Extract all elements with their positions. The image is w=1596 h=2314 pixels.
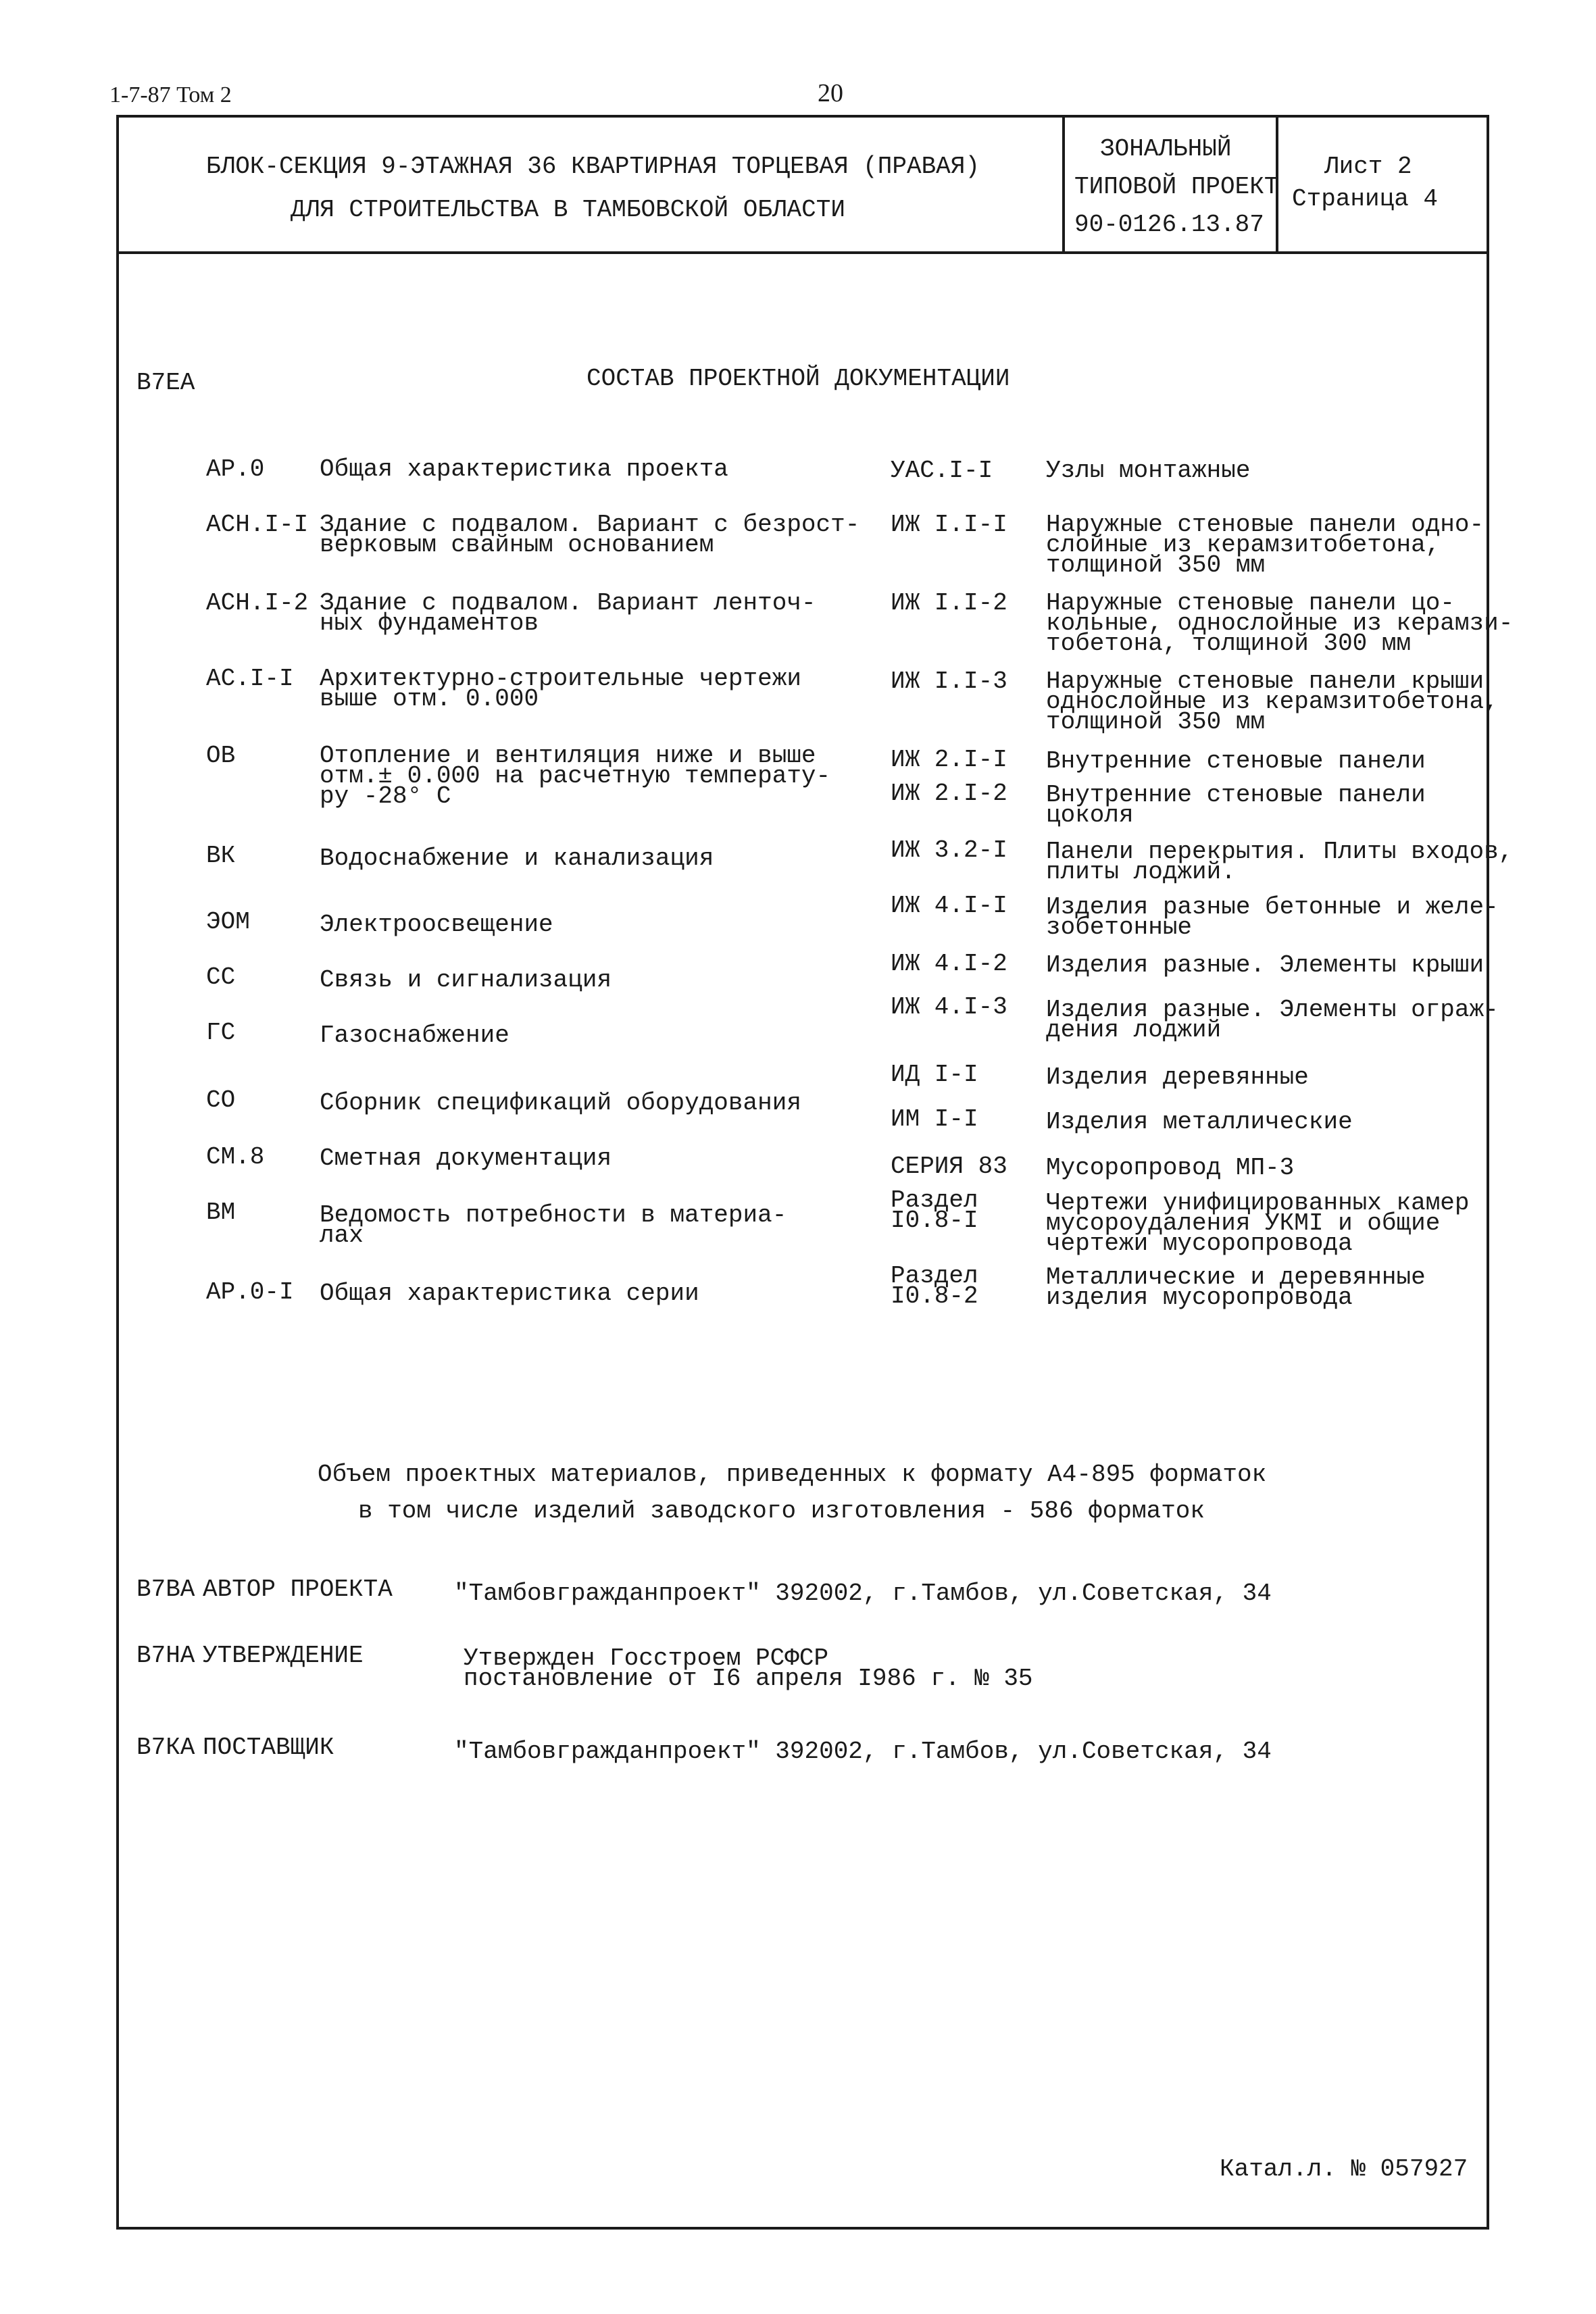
project-type-line-1: ЗОНАЛЬНЫЙ bbox=[1100, 135, 1232, 163]
title-line-1: БЛОК-СЕКЦИЯ 9-ЭТАЖНАЯ 36 КВАРТИРНАЯ ТОРЦЕВАЯ (ПРАВАЯ) bbox=[206, 153, 980, 180]
catalog-number: Катал.л. № 057927 bbox=[1220, 2155, 1468, 2183]
volume-line-2: в том числе изделий заводского изготовления - 586 форматок bbox=[358, 1497, 1205, 1525]
doc-code: АСН.I-2 bbox=[206, 589, 309, 617]
doc-description: Электроосвещение bbox=[320, 911, 553, 938]
doc-code: ВМ bbox=[206, 1199, 236, 1226]
doc-code: ИЖ 2.I-I bbox=[891, 746, 1007, 774]
doc-code: ИЖ I.I-I bbox=[891, 511, 1007, 538]
doc-description: Сборник спецификаций оборудования bbox=[320, 1089, 801, 1117]
doc-description: Сметная документация bbox=[320, 1145, 612, 1172]
doc-code: АР.0-I bbox=[206, 1278, 294, 1306]
section-code: В7ЕА bbox=[136, 369, 195, 397]
project-code: 90-0126.13.87 bbox=[1074, 211, 1264, 238]
doc-code: СЕРИЯ 83 bbox=[891, 1153, 1007, 1180]
doc-description: Мусоропровод МП-3 bbox=[1046, 1154, 1295, 1182]
title-block-divider bbox=[116, 251, 1489, 254]
entry-value: Утвержден Госстроем РСФСР постановление от I6 апреля I986 г. № 35 bbox=[464, 1644, 1033, 1692]
doc-description: Изделия металлические bbox=[1046, 1108, 1353, 1136]
doc-description: Изделия деревянные bbox=[1046, 1063, 1309, 1091]
doc-description: Наружные стеновые панели одно- слойные из керамзитобетона, толщиной 350 мм bbox=[1046, 511, 1485, 579]
entry-value: "Тамбовгражданпроект" 392002, г.Тамбов, ул.Советская, 34 bbox=[454, 1738, 1272, 1765]
doc-code: СО bbox=[206, 1086, 236, 1114]
doc-code: ЭОМ bbox=[206, 908, 250, 936]
entry-code: В7НА bbox=[136, 1642, 195, 1669]
doc-description: Водоснабжение и канализация bbox=[320, 845, 714, 872]
doc-code: ИЖ 4.I-I bbox=[891, 892, 1007, 920]
doc-description: Изделия разные бетонные и желе- зобетонные bbox=[1046, 893, 1499, 941]
sheet-label: Лист 2 bbox=[1324, 153, 1412, 180]
doc-code: АСН.I-I bbox=[206, 511, 309, 538]
doc-code: УАС.I-I bbox=[891, 457, 993, 484]
doc-code: ИМ I-I bbox=[891, 1105, 978, 1133]
doc-description: Общая характеристика серии bbox=[320, 1280, 699, 1307]
doc-description: Здание с подвалом. Вариант ленточ- ных фундаментов bbox=[320, 589, 816, 637]
doc-code: ИЖ 4.I-2 bbox=[891, 950, 1007, 978]
doc-description: Архитектурно-строительные чертежи выше отм. 0.000 bbox=[320, 665, 801, 713]
doc-code: СМ.8 bbox=[206, 1143, 265, 1171]
entry-code: В7КА bbox=[136, 1734, 195, 1761]
doc-code: ИЖ 2.I-2 bbox=[891, 780, 1007, 807]
doc-description: Чертежи унифицированных камер мусороудаления УКМI и общие чертежи мусоропровода bbox=[1046, 1189, 1470, 1257]
doc-description: Панели перекрытия. Плиты входов, плиты лоджий. bbox=[1046, 838, 1514, 886]
project-type-line-2: ТИПОВОЙ ПРОЕКТ bbox=[1074, 173, 1279, 201]
doc-code: ИЖ 4.I-3 bbox=[891, 993, 1007, 1021]
entry-code: В7ВА bbox=[136, 1576, 195, 1603]
doc-description: Узлы монтажные bbox=[1046, 457, 1251, 484]
page-number: 20 bbox=[818, 79, 843, 107]
doc-description: Внутренние стеновые панели цоколя bbox=[1046, 781, 1426, 829]
doc-code: СС bbox=[206, 963, 236, 991]
doc-description: Здание с подвалом. Вариант с безрост- верковым свайным основанием bbox=[320, 511, 860, 559]
entry-label: ПОСТАВЩИК bbox=[203, 1734, 334, 1761]
doc-description: Наружные стеновые панели крыши однослойные из керамзитобетона, толщиной 350 мм bbox=[1046, 668, 1499, 736]
entry-label: УТВЕРЖДЕНИЕ bbox=[203, 1642, 364, 1669]
doc-description: Металлические и деревянные изделия мусоропровода bbox=[1046, 1263, 1426, 1311]
doc-code: АС.I-I bbox=[206, 665, 294, 693]
title-line-2: ДЛЯ СТРОИТЕЛЬСТВА В ТАМБОВСКОЙ ОБЛАСТИ bbox=[291, 196, 845, 224]
doc-description: Связь и сигнализация bbox=[320, 966, 612, 994]
doc-code: ИЖ I.I-2 bbox=[891, 589, 1007, 617]
doc-code: ИЖ 3.2-I bbox=[891, 836, 1007, 864]
doc-description: Изделия разные. Элементы крыши bbox=[1046, 951, 1485, 979]
doc-description: Наружные стеновые панели цо- кольные, однослойные из керамзи- тобетона, толщиной 300 мм bbox=[1046, 589, 1514, 657]
doc-description: Общая характеристика проекта bbox=[320, 455, 728, 483]
doc-code: Раздел I0.8-2 bbox=[891, 1262, 978, 1310]
doc-description: Ведомость потребности в материа- лах bbox=[320, 1201, 787, 1249]
doc-code: ИД I-I bbox=[891, 1061, 978, 1088]
doc-description: Внутренние стеновые панели bbox=[1046, 747, 1426, 775]
entry-label: АВТОР ПРОЕКТА bbox=[203, 1576, 393, 1603]
doc-code: ОВ bbox=[206, 742, 236, 770]
volume-line-1: Объем проектных материалов, приведенных к формату А4-895 форматок bbox=[318, 1461, 1267, 1488]
entry-value: "Тамбовгражданпроект" 392002, г.Тамбов, ул.Советская, 34 bbox=[454, 1580, 1272, 1607]
doc-code: ИЖ I.I-3 bbox=[891, 668, 1007, 695]
series-reference: 1-7-87 Том 2 bbox=[109, 82, 232, 107]
section-heading: СОСТАВ ПРОЕКТНОЙ ДОКУМЕНТАЦИИ bbox=[587, 365, 1010, 393]
doc-description: Изделия разные. Элементы ограж- дения лоджий bbox=[1046, 996, 1499, 1044]
doc-description: Отопление и вентиляция ниже и выше отм.± 0.000 на расчетную температу- ру -28° С bbox=[320, 742, 831, 810]
doc-code: ГС bbox=[206, 1019, 236, 1047]
page-label: Страница 4 bbox=[1292, 185, 1439, 213]
doc-description: Газоснабжение bbox=[320, 1022, 509, 1049]
title-divider-1 bbox=[1062, 115, 1065, 253]
doc-code: Раздел I0.8-I bbox=[891, 1186, 978, 1234]
doc-code: ВК bbox=[206, 842, 236, 870]
doc-code: АР.0 bbox=[206, 455, 265, 483]
